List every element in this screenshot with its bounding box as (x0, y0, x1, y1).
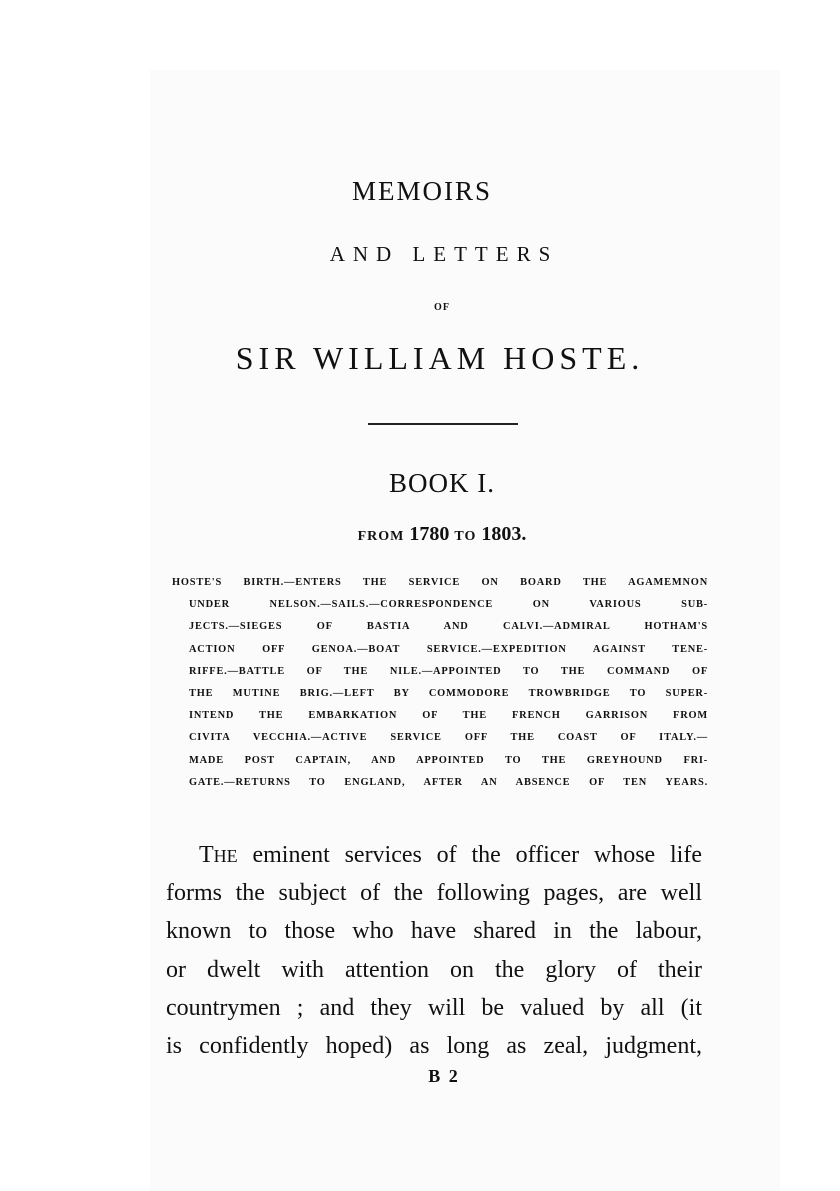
to-word: TO (454, 529, 477, 544)
synopsis-line: MADE POST CAPTAIN, AND APPOINTED TO THE GREYHOUND FRI- (189, 754, 708, 766)
title-divider-rule (368, 423, 518, 425)
body-line: forms the subject of the following pages, are well (166, 880, 702, 907)
synopsis-line: HOSTE'S BIRTH.—ENTERS THE SERVICE ON BOARD THE AGAMEMNON (172, 577, 708, 588)
title-and-letters: AND LETTERS (329, 242, 559, 266)
year-start: 1780 (409, 523, 450, 545)
synopsis-line: CIVITA VECCHIA.—ACTIVE SERVICE OFF THE COAST OF ITALY.— (189, 732, 708, 744)
synopsis-line: THE MUTINE BRIG.—LEFT BY COMMODORE TROWBRIDGE TO SUPER- (189, 687, 708, 699)
first-line-rest: eminent services of the officer whose life (237, 842, 702, 868)
body-line: or dwelt with attention on the glory of their (166, 956, 702, 983)
title-memoirs: MEMOIRS (351, 176, 493, 206)
synopsis-line: RIFFE.—BATTLE OF THE NILE.—APPOINTED TO THE COMMAND OF (189, 665, 708, 677)
small-caps-word: HE (213, 846, 238, 866)
synopsis-line: ACTION OFF GENOA.—BOAT SERVICE.—EXPEDITION AGAINST TENE- (189, 643, 708, 655)
synopsis-line: UNDER NELSON.—SAILS.—CORRESPONDENCE ON VARIOUS SUB- (189, 599, 708, 611)
drop-initial: T (199, 842, 214, 868)
synopsis-line: INTEND THE EMBARKATION OF THE FRENCH GARRISON FROM (189, 710, 708, 722)
title-name: SIR WILLIAM HOSTE. (235, 340, 645, 376)
date-range (22, 523, 840, 546)
body-paragraph (166, 836, 702, 1065)
chapter-synopsis (172, 572, 708, 794)
body-line: known to those who have shared in the labour, (166, 918, 702, 945)
synopsis-line: JECTS.—SIEGES OF BASTIA AND CALVI.—ADMIRAL HOTHAM'S (189, 621, 708, 633)
signature-mark: B 2 (428, 1066, 460, 1086)
from-word: FROM (357, 529, 405, 544)
body-line: countrymen ; and they will be valued by all (it (166, 994, 702, 1021)
body-line-first (166, 836, 702, 874)
synopsis-line: GATE.—RETURNS TO ENGLAND, AFTER AN ABSENCE OF TEN YEARS. (189, 776, 708, 788)
book-heading: BOOK I. (389, 468, 495, 498)
body-line: is confidently hoped) as long as zeal, judgment, (166, 1032, 702, 1059)
year-end: 1803. (481, 523, 527, 545)
title-of: OF (434, 302, 450, 313)
